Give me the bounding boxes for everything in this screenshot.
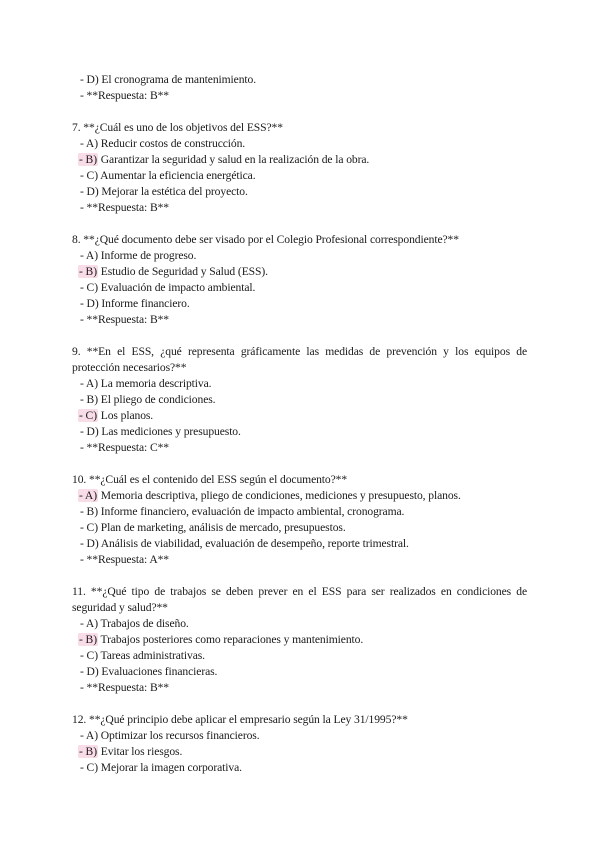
highlight-mark: - B) [79, 633, 97, 646]
option-line: - C) Aumentar la eficiencia energética. [80, 169, 256, 182]
option-line: - C) Evaluación de impacto ambiental. [80, 281, 256, 294]
question-title: 11. **¿Qué tipo de trabajos se deben prever en el ESS para ser realizados en condiciones de seguridad y salud?** [72, 585, 527, 614]
answer-line: - **Respuesta: B** [80, 89, 170, 102]
option-line: - A) Optimizar los recursos financieros. [80, 729, 260, 742]
option-line: - A) Trabajos de diseño. [80, 617, 189, 630]
highlight-mark: - C) [79, 409, 97, 422]
option-line-highlighted: - B) Evitar los riesgos. [79, 745, 183, 758]
option-line-highlighted: - B) Garantizar la seguridad y salud en la realización de la obra. [79, 153, 370, 166]
highlight-mark: - A) [79, 489, 97, 502]
question-title: 9. **En el ESS, ¿qué representa gráficamente las medidas de prevención y los equipos de protección necesarios?** [72, 345, 527, 374]
option-line: - D) Análisis de viabilidad, evaluación de desempeño, reporte trimestral. [80, 537, 409, 550]
option-line: - B) Informe financiero, evaluación de impacto ambiental, cronograma. [80, 505, 405, 518]
option-line: - A) Reducir costos de construcción. [80, 137, 246, 150]
option-line: - B) El pliego de condiciones. [80, 393, 216, 406]
option-line-highlighted: - C) Los planos. [79, 409, 154, 422]
highlight-mark: - B) [79, 745, 97, 758]
option-line: - D) Mejorar la estética del proyecto. [80, 185, 248, 198]
option-line-highlighted: - A) Memoria descriptiva, pliego de condiciones, mediciones y presupuesto, planos. [79, 489, 461, 502]
option-line-highlighted: - B) Estudio de Seguridad y Salud (ESS). [79, 265, 268, 278]
option-line: - A) Informe de progreso. [80, 249, 197, 262]
option-line: - C) Tareas administrativas. [80, 649, 205, 662]
option-line-highlighted: - B) Trabajos posteriores como reparaciones y mantenimiento. [79, 633, 364, 646]
question-title: 10. **¿Cuál es el contenido del ESS según el documento?** [72, 473, 348, 486]
option-line: - D) El cronograma de mantenimiento. [80, 73, 257, 86]
highlight-mark: - B) [79, 265, 97, 278]
option-line: - A) La memoria descriptiva. [80, 377, 212, 390]
option-line: - D) Las mediciones y presupuesto. [80, 425, 241, 438]
option-line: - C) Mejorar la imagen corporativa. [80, 761, 242, 774]
question-title: 8. **¿Qué documento debe ser visado por el Colegio Profesional correspondiente?** [72, 233, 459, 246]
answer-line: - **Respuesta: A** [80, 553, 170, 566]
answer-line: - **Respuesta: B** [80, 313, 170, 326]
answer-line: - **Respuesta: C** [80, 441, 170, 454]
option-line: - C) Plan de marketing, análisis de mercado, presupuestos. [80, 521, 346, 534]
question-title: 7. **¿Cuál es uno de los objetivos del ESS?** [72, 121, 283, 134]
answer-line: - **Respuesta: B** [80, 201, 170, 214]
option-line: - D) Evaluaciones financieras. [80, 665, 218, 678]
option-line: - D) Informe financiero. [80, 297, 190, 310]
question-title: 12. **¿Qué principio debe aplicar el empresario según la Ley 31/1995?** [72, 713, 408, 726]
answer-line: - **Respuesta: B** [80, 681, 170, 694]
highlight-mark: - B) [79, 153, 97, 166]
